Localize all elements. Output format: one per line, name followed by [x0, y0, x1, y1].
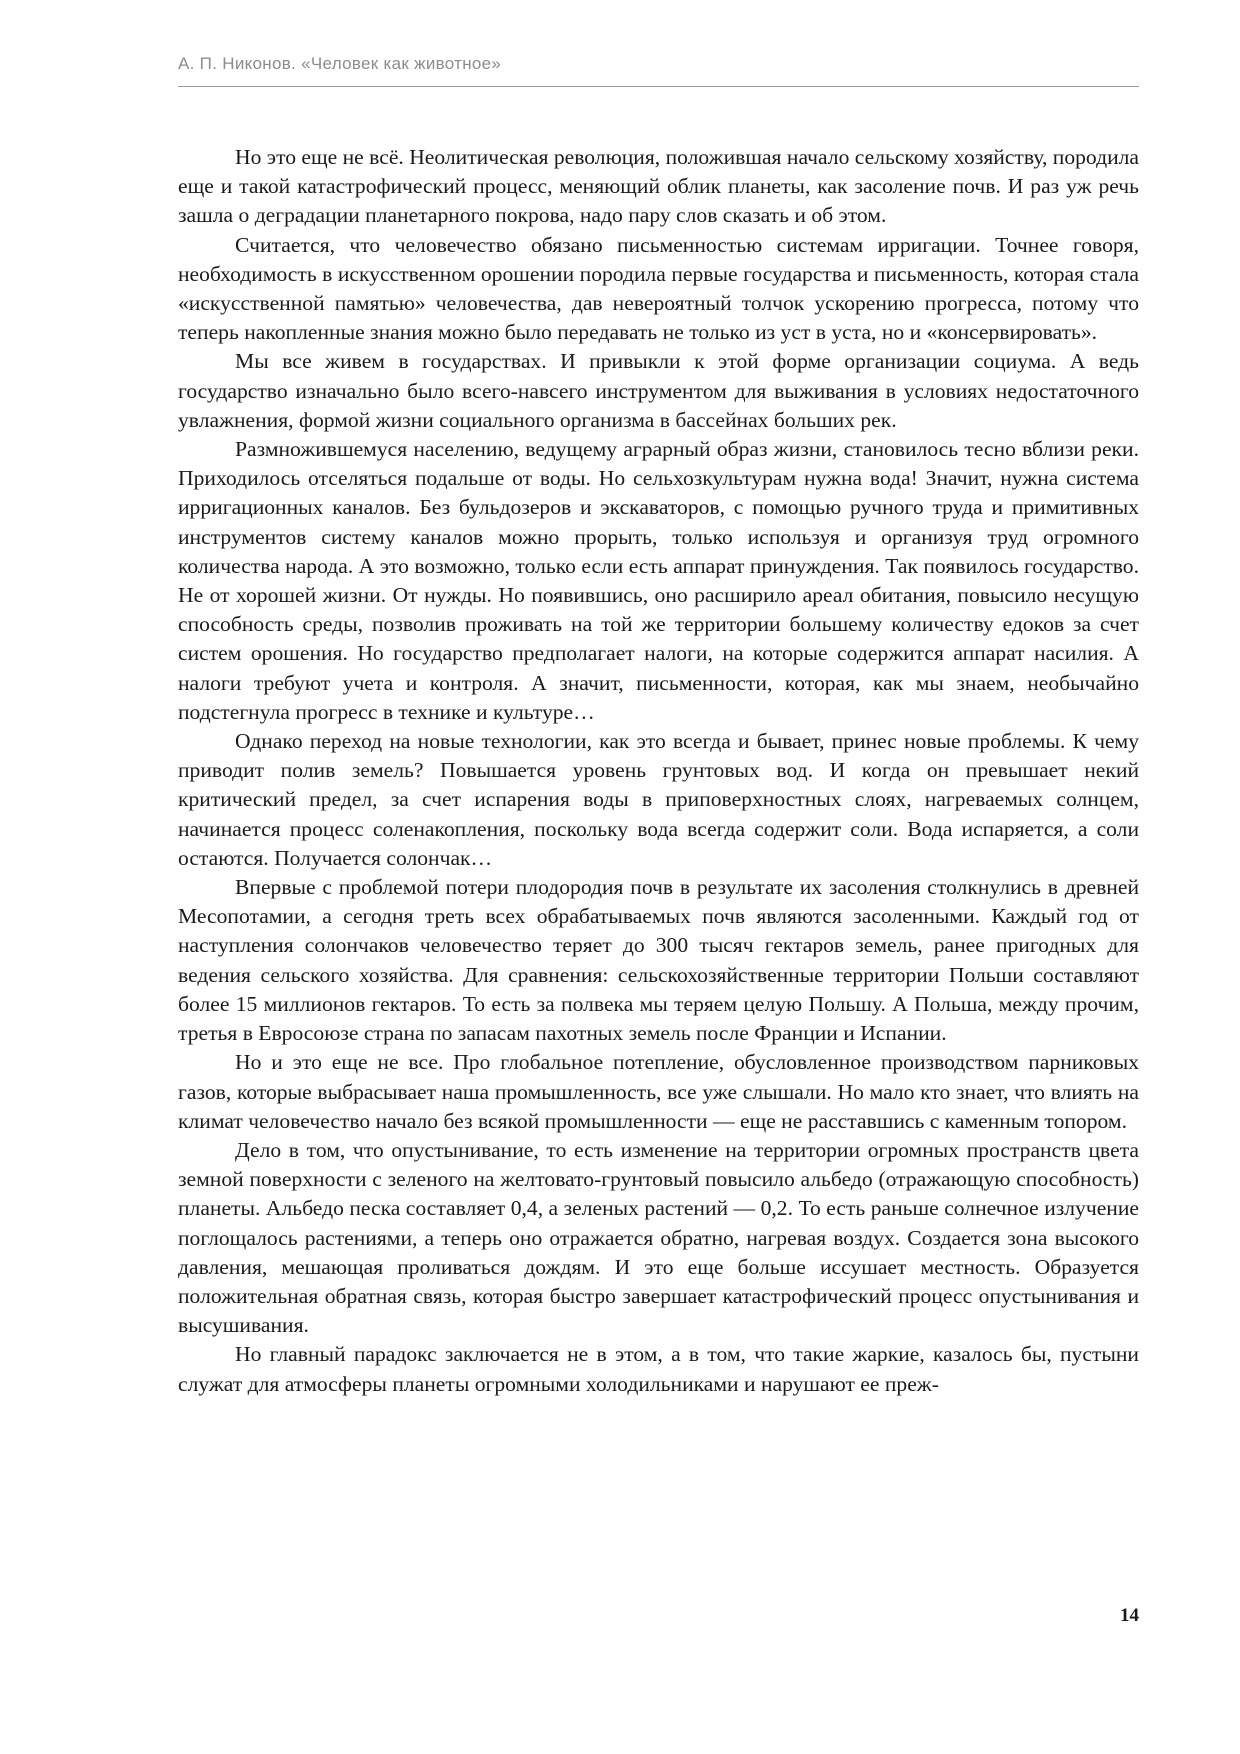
page-number: 14	[1120, 1605, 1139, 1626]
paragraph: Считается, что человечество обязано письменностью системам ирригации. Точнее говоря, необходимость в искусственном орошении породила первые государства и письменность, которая стала «искусственной памятью» человечества, дав невероятный толчок ускорению прогресса, потому что теперь накопленные знания можно было передавать не только из уст в уста, но и «консервировать».	[178, 232, 1139, 345]
header-divider	[178, 86, 1139, 87]
paragraph: Размножившемуся населению, ведущему аграрный образ жизни, становилось тесно вблизи реки. Приходилось отселяться подальше от воды. Но сельхозкультурам нужна вода! Значит, нужна система ирригационных каналов. Без бульдозеров и экскаваторов, с помощью ручного труда и примитивных инструментов систему каналов можно прорыть, только используя и организуя труд огромного количества народа. А это возможно, только если есть аппарат принуждения. Так появилось государство. Не от хорошей жизни. От нужды. Но появившись, оно расширило ареал обитания, повысило несущую способность среды, позволив проживать на той же территории большему количеству едоков за счет систем орошения. Но государство предполагает налоги, на которые содержится аппарат насилия. А налоги требуют учета и контроля. А значит, письменности, которая, как мы знаем, необычайно подстегнула прогресс в технике и культуре…	[178, 437, 1139, 724]
paragraph: Но главный парадокс заключается не в этом, а в том, что такие жаркие, казалось бы, пустыни служат для атмосферы планеты огромными холодильниками и нарушают ее преж-	[178, 1342, 1139, 1396]
body-text	[178, 143, 1139, 1399]
paragraph: Дело в том, что опустынивание, то есть изменение на территории огромных пространств цвета земной поверхности с зеленого на желтовато-грунтовый повысило альбедо (отражающую способность) планеты. Альбедо песка составляет 0,4, а зеленых растений — 0,2. То есть раньше солнечное излучение поглощалось растениями, а теперь оно отражается обратно, нагревая воздух. Создается зона высокого давления, мешающая проливаться дождям. И это еще больше иссушает местность. Образуется положительная обратная связь, которая быстро завершает катастрофический процесс опустынивания и высушивания.	[178, 1137, 1139, 1338]
paragraph: Но это еще не всё. Неолитическая революция, положившая начало сельскому хозяйству, породила еще и такой катастрофический процесс, меняющий облик планеты, как засоление почв. И раз уж речь зашла о деградации планетарного покрова, надо пару слов сказать и об этом.	[178, 145, 1139, 228]
paragraph: Мы все живем в государствах. И привыкли к этой форме организации социума. А ведь государство изначально было всего-навсего инструментом для выживания в условиях недостаточного увлажнения, формой жизни социального организма в бассейнах больших рек.	[178, 349, 1139, 432]
paragraph: Но и это еще не все. Про глобальное потепление, обусловленное производством парниковых газов, которые выбрасывает наша промышленность, все уже слышали. Но мало кто знает, что влиять на климат человечество начало без всякой промышленности — еще не расставшись с каменным топором.	[178, 1050, 1139, 1133]
paragraph: Однако переход на новые технологии, как это всегда и бывает, принес новые проблемы. К чему приводит полив земель? Повышается уровень грунтовых вод. И когда он превышает некий критический предел, за счет испарения воды в приповерхностных слоях, нагреваемых солнцем, начинается процесс соленакопления, поскольку вода всегда содержит соли. Вода испаряется, а соли остаются. Получается солончак…	[178, 729, 1139, 870]
running-header: А. П. Никонов. «Человек как животное»	[178, 54, 502, 73]
paragraph: Впервые с проблемой потери плодородия почв в результате их засоления столкнулись в древней Месопотамии, а сегодня треть всех обрабатываемых почв являются засоленными. Каждый год от наступления солончаков человечество теряет до 300 тысяч гектаров земель, ранее пригодных для ведения сельского хозяйства. Для сравнения: сельскохозяйственные территории Польши составляют более 15 миллионов гектаров. То есть за полвека мы теряем целую Польшу. А Польша, между прочим, третья в Евросоюзе страна по запасам пахотных земель после Франции и Испании.	[178, 875, 1139, 1046]
